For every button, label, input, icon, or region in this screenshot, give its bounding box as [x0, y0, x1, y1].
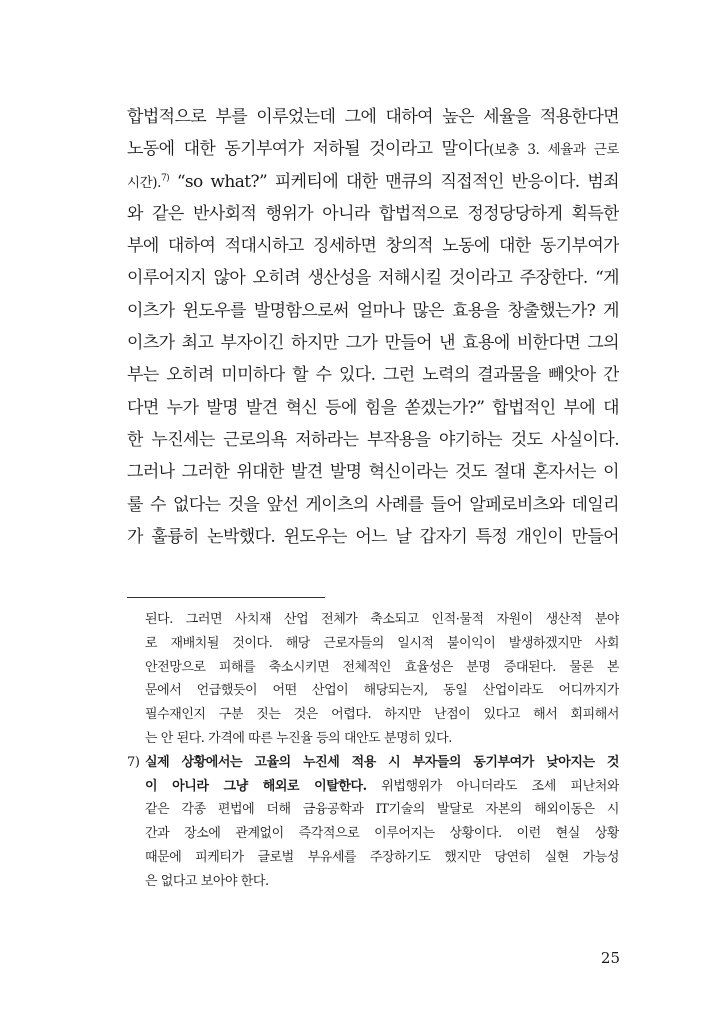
footnote-text: 위법행위가 아니더라도 조세 피난처와	[366, 778, 619, 794]
body-text	[127, 101, 619, 553]
footnote-line	[127, 632, 619, 656]
footnote-bold-text: 이 아니라 그냥 해외로 이탈한다.	[145, 778, 367, 794]
footnote-line	[127, 703, 619, 727]
body-line	[127, 295, 619, 327]
footnote-7-line	[127, 751, 619, 775]
body-line	[127, 489, 619, 521]
footnote-7-line	[127, 775, 619, 799]
footnote-text: 은 없다고 보아야 한다.	[145, 873, 269, 889]
body-line	[127, 230, 619, 262]
footnote-text: 필수재인지 구분 짓는 것은 어렵다. 하지만 난점이 있다고 해서 회피해서	[145, 707, 619, 723]
body-line	[127, 424, 619, 456]
footnote-7-line	[127, 822, 619, 846]
body-line-text: 이츠가 최고 부자이긴 하지만 그가 만들어 낸 효용에 비한다면 그의	[127, 333, 619, 354]
footnote-text: 간과 장소에 관계없이 즉각적으로 이루어지는 상황이다. 이런 현실 상황	[145, 826, 619, 842]
body-line	[127, 327, 619, 359]
footnote-7-line	[127, 870, 619, 894]
body-line-text: 한 누진세는 근로의욕 저하라는 부작용을 야기하는 것도 사실이다.	[127, 429, 619, 450]
page-number: 25	[600, 949, 620, 967]
footnote-7-line	[127, 798, 619, 822]
body-line-text: 노동에 대한 동기부여가 저하될 것이라고 말이다	[127, 139, 489, 160]
body-line-text: 부는 오히려 미미하다 할 수 있다. 그런 노력의 결과물을 빼앗아 간	[127, 365, 619, 386]
body-line	[127, 198, 619, 230]
cross-reference-note: (보충 3. 세율과 근로	[488, 142, 619, 159]
footnote-text: 는 안 된다. 가격에 따른 누진율 등의 대안도 분명히 있다.	[145, 730, 452, 746]
body-line-text: 룰 수 없다는 것을 앞선 게이츠의 사례를 들어 알페로비츠와 데일리	[127, 494, 619, 515]
body-line	[127, 262, 619, 294]
body-line-text: 이루어지지 않아 오히려 생산성을 저해시킬 것이라고 주장한다. “게	[127, 268, 619, 289]
body-line-text: 합법적으로 부를 이루었는데 그에 대하여 높은 세율을 적용한다면	[127, 107, 619, 127]
footnote-text: 문에서 언급했듯이 어떤 산업이 해당되는지, 동일 산업이라도 어디까지가	[145, 683, 619, 699]
body-line	[127, 359, 619, 391]
body-line	[127, 392, 619, 424]
footnote-line	[127, 608, 619, 632]
footnote-text: 된다. 그러면 사치재 산업 전체가 축소되고 인적·물적 자원이 생산적 분야	[145, 612, 619, 627]
footnote-line	[127, 656, 619, 680]
body-line-text: 부에 대하여 적대시하고 징세하면 창의적 노동에 대한 동기부여가	[127, 236, 619, 257]
body-line	[127, 456, 619, 488]
body-line	[127, 166, 619, 198]
footnote-text: 안전망으로 피해를 축소시키면 전체적인 효율성은 분명 증대된다. 물론 본	[145, 659, 619, 675]
footnote-text: 때문에 피케티가 글로벌 부유세를 주장하기도 했지만 당연히 실현 가능성	[145, 849, 619, 865]
body-line-text: 시간).	[127, 174, 162, 191]
footnote-text: 로 재배치될 것이다. 해당 근로자들의 일시적 불이익이 발생하겠지만 사회	[145, 635, 619, 651]
body-line-text: 가 훌륭히 논박했다. 윈도우는 어느 날 갑자기 특정 개인이 만들어	[127, 526, 619, 547]
footnote-number: 7)	[127, 754, 140, 770]
footnote-7-line	[127, 846, 619, 870]
body-line-text: 다면 누가 발명 발견 혁신 등에 힘을 쏟겠는가?” 합법적인 부에 대	[127, 397, 619, 418]
body-line	[127, 133, 619, 165]
footnote-reference[interactable]: 7)	[161, 172, 170, 183]
footnote-bold-text: 실제 상황에서는 고율의 누진세 적용 시 부자들의 동기부여가 낮아지는 것	[145, 754, 619, 770]
footnotes	[127, 608, 619, 894]
body-line-text: 그러나 그러한 위대한 발견 발명 혁신이라는 것도 절대 혼자서는 이	[127, 462, 619, 483]
footnote-line	[127, 679, 619, 703]
body-line	[127, 101, 619, 133]
footnote-text: 같은 각종 편법에 더해 금융공학과 IT기술의 발달로 자본의 해외이동은 시	[145, 802, 619, 818]
body-line-text: “so what?” 피케티에 대한 맨큐의 직접적인 반응이다. 범죄	[169, 171, 619, 192]
footnote-line	[127, 727, 619, 751]
footnote-divider	[127, 597, 325, 598]
body-line	[127, 521, 619, 553]
body-line-text: 와 같은 반사회적 행위가 아니라 합법적으로 정정당당하게 획득한	[127, 203, 619, 224]
body-line-text: 이츠가 윈도우를 발명함으로써 얼마나 많은 효용을 창출했는가? 게	[127, 300, 619, 321]
